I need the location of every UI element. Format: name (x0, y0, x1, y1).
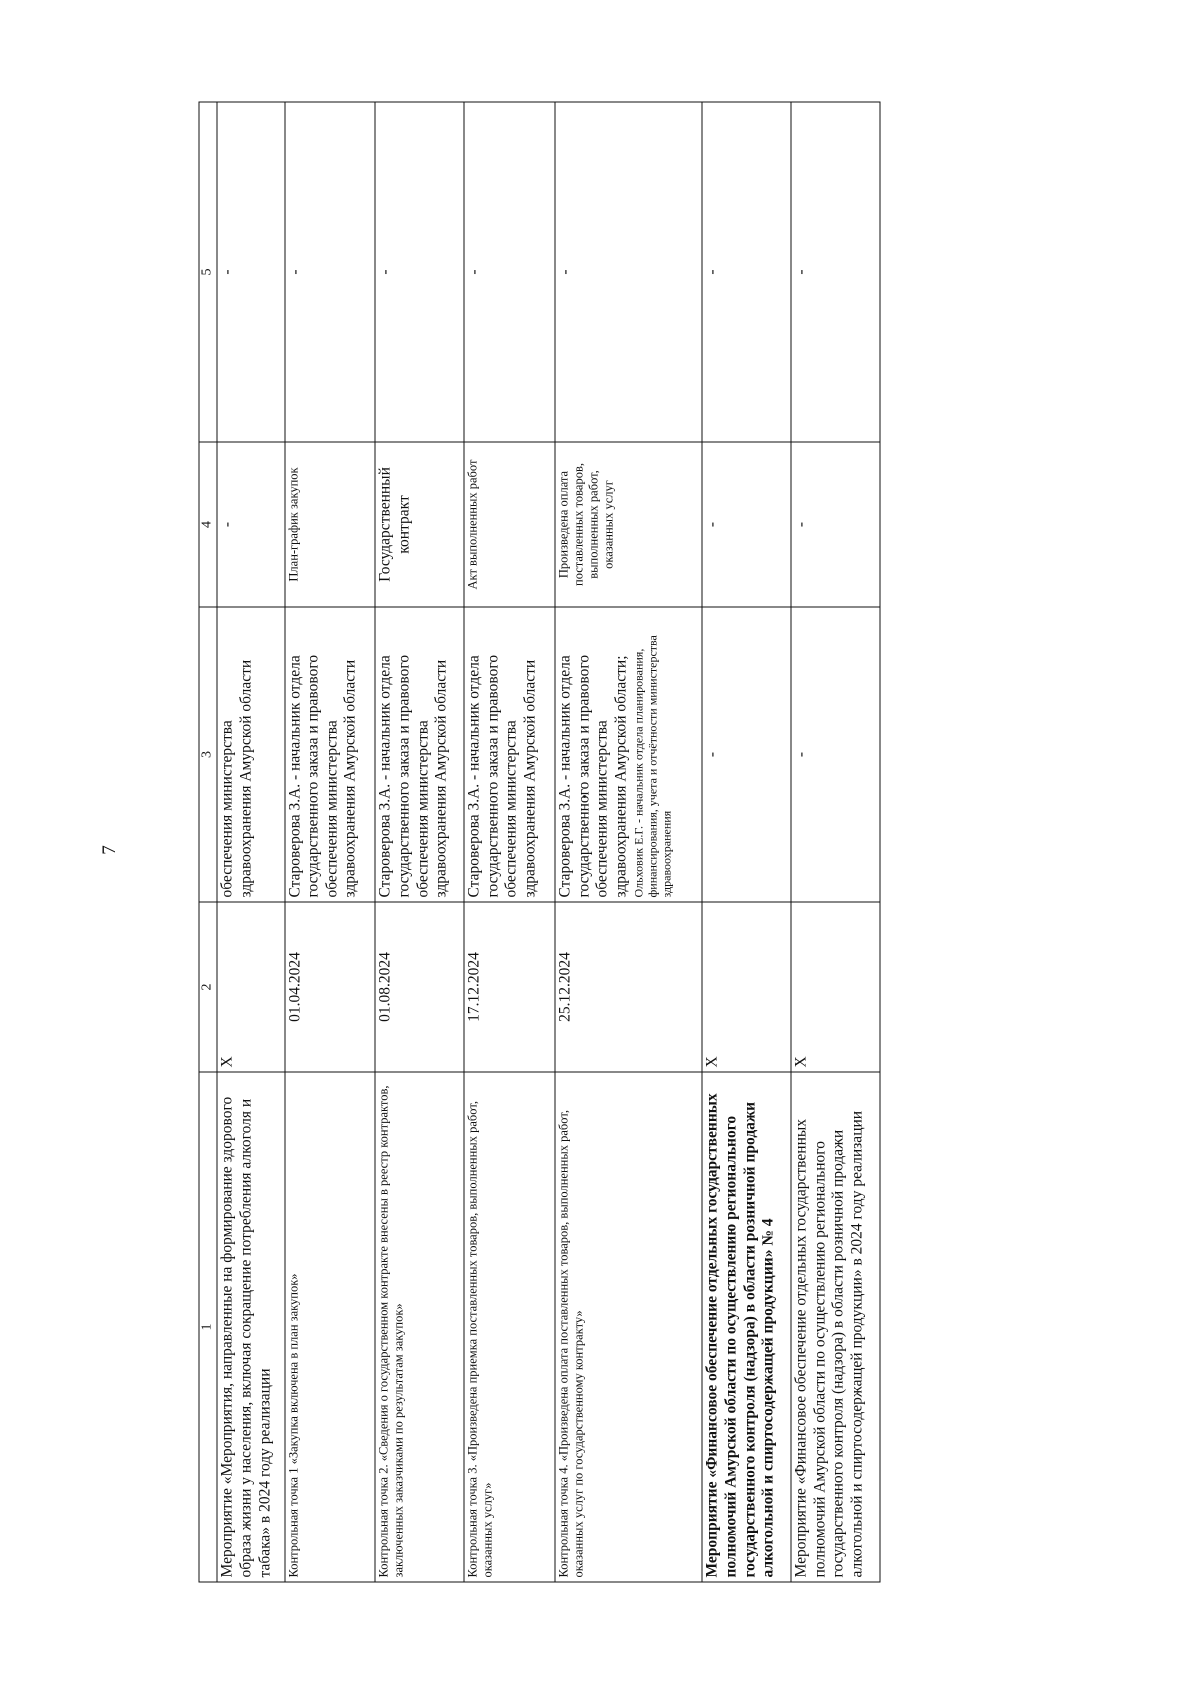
table-row (464, 102, 555, 1582)
cell-responsible: обеспечения министерства здравоохранения Амурской области (217, 607, 284, 902)
cell-responsible: - (702, 607, 791, 902)
table-row (375, 102, 464, 1582)
cell-document: - (217, 442, 284, 607)
cell-document: Произведена оплата поставленных товаров, выполненных работ, оказанных услуг (555, 442, 702, 607)
table-row (217, 102, 284, 1582)
cell-note: - (555, 102, 702, 442)
cell-date: 01.08.2024 (375, 902, 464, 1072)
cell-responsible: Староверова З.А. - начальник отдела государственного заказа и правового обеспечения министерства здравоохранения Амурской области (375, 607, 464, 902)
table-row (285, 102, 376, 1582)
page-number: 7 (99, 845, 120, 855)
cell-document: Государственный контракт (375, 442, 464, 607)
cell-date: Х (217, 902, 284, 1072)
cell-date: 25.12.2024 (555, 902, 702, 1072)
cell-note: - (217, 102, 284, 442)
cell-date: 17.12.2024 (464, 902, 555, 1072)
header-cell-4: 4 (199, 442, 217, 607)
cell-note: - (375, 102, 464, 442)
cell-note: - (464, 102, 555, 442)
header-cell-1: 1 (199, 1072, 217, 1582)
cell-event: Контрольная точка 4. «Произведена оплата поставленных товаров, выполненных работ, оказанных услуг по государственному контракту» (555, 1072, 702, 1582)
cell-date: Х (702, 902, 791, 1072)
cell-responsible: - (791, 607, 880, 902)
cell-responsible: Староверова З.А. - начальник отдела государственного заказа и правового обеспечения министерства здравоохранения Амурской области (464, 607, 555, 902)
cell-note: - (702, 102, 791, 442)
cell-event: Мероприятие «Мероприятия, направленные на формирование здорового образа жизни у населения, включая сокращение потребления алкоголя и табака» в 2024 году реализации (217, 1072, 284, 1582)
cell-event: Мероприятие «Финансовое обеспечение отдельных государственных полномочий Амурской области по осуществлению регионального государственного контроля (надзора) в области розничной продажи алкогольной и спиртосодержащей продукции» в 2024 году реализации (791, 1072, 880, 1582)
cell-date: Х (791, 902, 880, 1072)
responsible-secondary: Ольховик Е.Г. - начальник отдела планирования, финансирования, учета и отчётности министерства здравоохранения (631, 635, 674, 898)
table-container (198, 102, 880, 1582)
table-row (702, 102, 791, 1582)
table-row (555, 102, 702, 1582)
cell-event: Мероприятие «Финансовое обеспечение отдельных государственных полномочий Амурской области по осуществлению регионального государственного контроля (надзора) в области розничной продажи алкогольной и спиртосодержащей продукции» № 4 (702, 1072, 791, 1582)
cell-note: - (285, 102, 376, 442)
cell-responsible (555, 607, 702, 902)
cell-document: Акт выполненных работ (464, 442, 555, 607)
table-row (791, 102, 880, 1582)
header-cell-5: 5 (199, 102, 217, 442)
responsible-primary: Староверова З.А. - начальник отдела государственного заказа и правового обеспечения министерства здравоохранения Амурской области; (556, 654, 630, 898)
cell-event: Контрольная точка 3. «Произведена приемка поставленных товаров, выполненных работ, оказанных услуг» (464, 1072, 555, 1582)
header-row (199, 102, 217, 1582)
cell-event: Контрольная точка 1 «Закупка включена в план закупок» (285, 1072, 376, 1582)
header-cell-3: 3 (199, 607, 217, 902)
cell-event: Контрольная точка 2. «Сведения о государственном контракте внесены в реестр контрактов, заключенных заказчиками по результатам закупок» (375, 1072, 464, 1582)
header-cell-2: 2 (199, 902, 217, 1072)
cell-document: - (791, 442, 880, 607)
events-table (199, 102, 881, 1583)
cell-responsible: Староверова З.А. - начальник отдела государственного заказа и правового обеспечения министерства здравоохранения Амурской области (285, 607, 376, 902)
cell-date: 01.04.2024 (285, 902, 376, 1072)
cell-document: - (702, 442, 791, 607)
cell-document: План-график закупок (285, 442, 376, 607)
cell-note: - (791, 102, 880, 442)
